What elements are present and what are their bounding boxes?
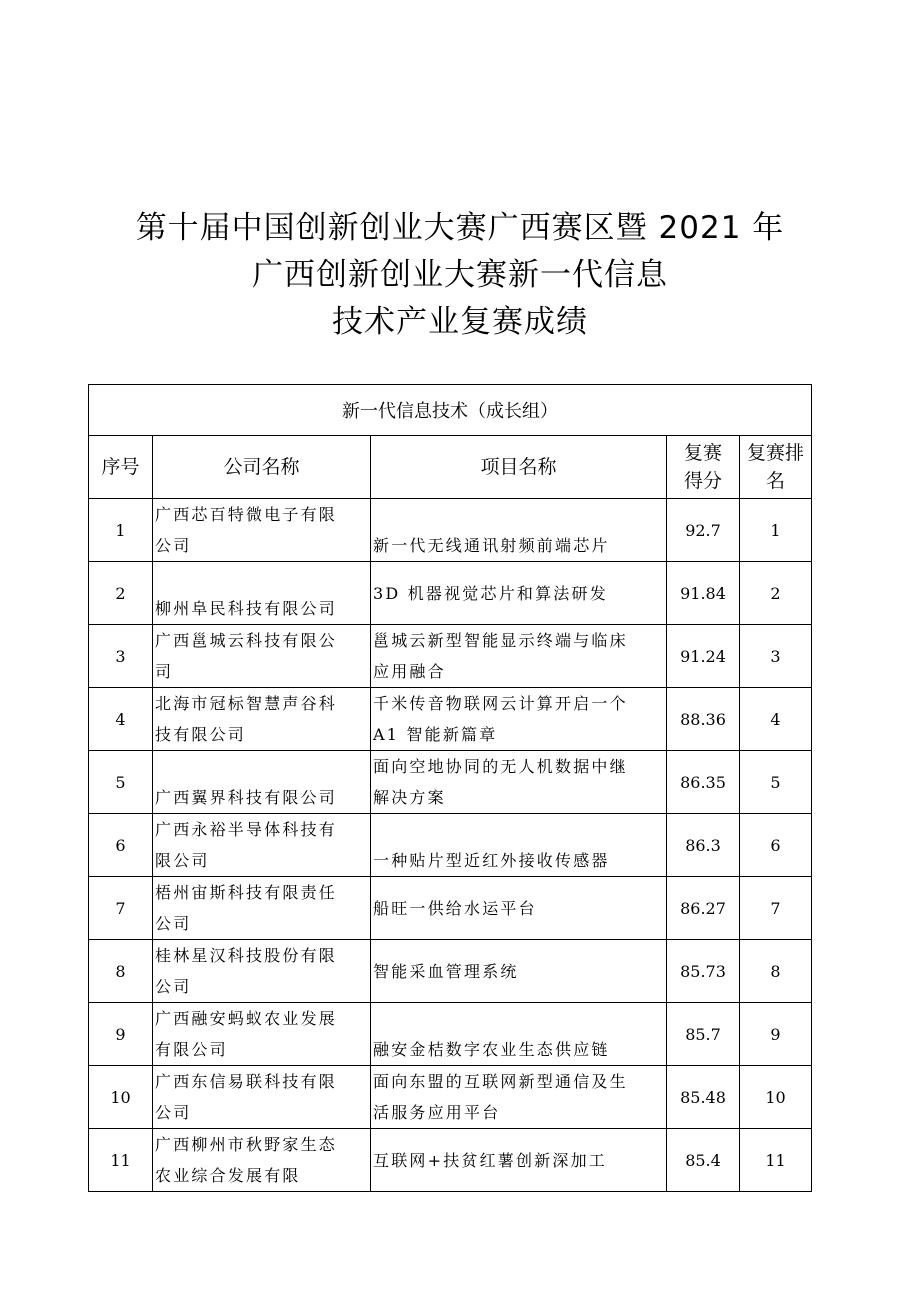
table-row xyxy=(89,562,812,625)
score-cell: 86.27 xyxy=(667,877,740,940)
company-line-1: 广西芯百特微电子有限 xyxy=(155,505,338,524)
header-company: 公司名称 xyxy=(153,436,371,499)
project-line-1: 船旺一供给水运平台 xyxy=(373,898,537,918)
project-line-2: 活服务应用平台 xyxy=(373,1103,501,1122)
row-index: 9 xyxy=(89,1003,153,1066)
row-index: 6 xyxy=(89,814,153,877)
project-line-1: 千米传音物联网云计算开启一个 xyxy=(373,694,628,713)
project-cell xyxy=(371,688,667,751)
rank-cell: 8 xyxy=(740,940,812,1003)
project-cell xyxy=(371,751,667,814)
rank-cell: 11 xyxy=(740,1129,812,1192)
table-row xyxy=(89,751,812,814)
company-cell xyxy=(153,877,371,940)
score-cell: 85.48 xyxy=(667,1066,740,1129)
company-cell xyxy=(153,499,371,562)
header-rank xyxy=(740,436,812,499)
company-cell xyxy=(153,814,371,877)
project-line-1: 面向东盟的互联网新型通信及生 xyxy=(373,1072,628,1091)
score-cell: 86.3 xyxy=(667,814,740,877)
project-cell xyxy=(371,562,667,625)
project-line-2: A1 智能新篇章 xyxy=(373,725,498,744)
company-line-2: 广西翼界科技有限公司 xyxy=(155,788,338,807)
project-line-2: 一种贴片型近红外接收传感器 xyxy=(373,851,610,870)
table-row xyxy=(89,1003,812,1066)
table-row xyxy=(89,625,812,688)
company-cell xyxy=(153,625,371,688)
group-title: 新一代信息技术（成长组） xyxy=(89,385,812,436)
project-line-1: 互联网+扶贫红薯创新深加工 xyxy=(373,1150,608,1170)
company-line-1: 广西柳州市秋野家生态 xyxy=(155,1135,338,1154)
document-title xyxy=(0,205,920,346)
company-line-2: 有限公司 xyxy=(155,1040,228,1059)
header-score-line-1: 复赛 xyxy=(683,442,722,464)
row-index: 7 xyxy=(89,877,153,940)
project-line-2: 解决方案 xyxy=(373,788,446,807)
header-project: 项目名称 xyxy=(371,436,667,499)
rank-cell: 9 xyxy=(740,1003,812,1066)
company-cell xyxy=(153,1003,371,1066)
rank-cell: 4 xyxy=(740,688,812,751)
header-score-line-2: 得分 xyxy=(683,470,722,492)
row-index: 8 xyxy=(89,940,153,1003)
company-line-2: 公司 xyxy=(155,977,192,996)
project-cell xyxy=(371,499,667,562)
title-line-1: 第十届中国创新创业大赛广西赛区暨 2021 年 xyxy=(135,210,785,246)
row-index: 4 xyxy=(89,688,153,751)
company-cell xyxy=(153,1066,371,1129)
row-index: 10 xyxy=(89,1066,153,1129)
title-line-2: 广西创新创业大赛新一代信息 xyxy=(252,257,668,293)
score-cell: 85.4 xyxy=(667,1129,740,1192)
company-cell xyxy=(153,688,371,751)
project-cell xyxy=(371,625,667,688)
company-line-1: 桂林星汉科技股份有限 xyxy=(155,946,338,965)
project-cell xyxy=(371,814,667,877)
score-cell: 86.35 xyxy=(667,751,740,814)
row-index: 3 xyxy=(89,625,153,688)
score-cell: 85.73 xyxy=(667,940,740,1003)
score-cell: 91.84 xyxy=(667,562,740,625)
company-line-2: 限公司 xyxy=(155,851,210,870)
table-row xyxy=(89,940,812,1003)
header-score xyxy=(667,436,740,499)
project-line-2: 融安金桔数字农业生态供应链 xyxy=(373,1040,610,1059)
company-cell xyxy=(153,940,371,1003)
company-line-2: 司 xyxy=(155,662,174,681)
company-cell xyxy=(153,751,371,814)
rank-cell: 5 xyxy=(740,751,812,814)
row-index: 11 xyxy=(89,1129,153,1192)
table-row xyxy=(89,499,812,562)
project-cell xyxy=(371,1066,667,1129)
company-line-1: 北海市冠标智慧声谷科 xyxy=(155,694,338,713)
project-cell xyxy=(371,1129,667,1192)
row-index: 1 xyxy=(89,499,153,562)
header-rank-line-1: 复赛排 xyxy=(747,442,805,464)
header-rank-line-2: 名 xyxy=(766,470,786,492)
header-index: 序号 xyxy=(89,436,153,499)
project-line-1: 邕城云新型智能显示终端与临床 xyxy=(373,631,628,650)
company-cell xyxy=(153,1129,371,1192)
rank-cell: 2 xyxy=(740,562,812,625)
rank-cell: 3 xyxy=(740,625,812,688)
company-line-2: 农业综合发展有限 xyxy=(155,1166,301,1185)
rank-cell: 1 xyxy=(740,499,812,562)
table-row xyxy=(89,1129,812,1192)
row-index: 2 xyxy=(89,562,153,625)
project-line-2: 应用融合 xyxy=(373,662,446,681)
title-line-3: 技术产业复赛成绩 xyxy=(332,304,588,340)
project-line-1: 智能采血管理系统 xyxy=(373,961,519,981)
rank-cell: 10 xyxy=(740,1066,812,1129)
project-line-1: 面向空地协同的无人机数据中继 xyxy=(373,757,628,776)
company-line-1: 广西融安蚂蚁农业发展 xyxy=(155,1009,338,1028)
group-header-row xyxy=(89,385,812,436)
company-line-1: 广西永裕半导体科技有 xyxy=(155,820,338,839)
score-cell: 91.24 xyxy=(667,625,740,688)
project-cell xyxy=(371,940,667,1003)
table-row xyxy=(89,1066,812,1129)
company-line-1: 梧州宙斯科技有限责任 xyxy=(155,883,338,902)
rank-cell: 6 xyxy=(740,814,812,877)
table-row xyxy=(89,877,812,940)
project-line-2: 新一代无线通讯射频前端芯片 xyxy=(373,536,610,555)
row-index: 5 xyxy=(89,751,153,814)
company-line-2: 公司 xyxy=(155,1103,192,1122)
company-line-1: 广西东信易联科技有限 xyxy=(155,1072,338,1091)
score-cell: 92.7 xyxy=(667,499,740,562)
company-line-2: 公司 xyxy=(155,536,192,555)
table-row xyxy=(89,814,812,877)
project-cell xyxy=(371,877,667,940)
results-table xyxy=(88,384,812,1192)
score-cell: 88.36 xyxy=(667,688,740,751)
column-header-row xyxy=(89,436,812,499)
table-row xyxy=(89,688,812,751)
company-line-2: 柳州阜民科技有限公司 xyxy=(155,599,338,618)
company-line-2: 技有限公司 xyxy=(155,725,247,744)
score-cell: 85.7 xyxy=(667,1003,740,1066)
rank-cell: 7 xyxy=(740,877,812,940)
project-line-1: 3D 机器视觉芯片和算法研发 xyxy=(373,583,608,603)
company-line-1: 广西邕城云科技有限公 xyxy=(155,631,338,650)
project-cell xyxy=(371,1003,667,1066)
company-line-2: 公司 xyxy=(155,914,192,933)
company-cell xyxy=(153,562,371,625)
